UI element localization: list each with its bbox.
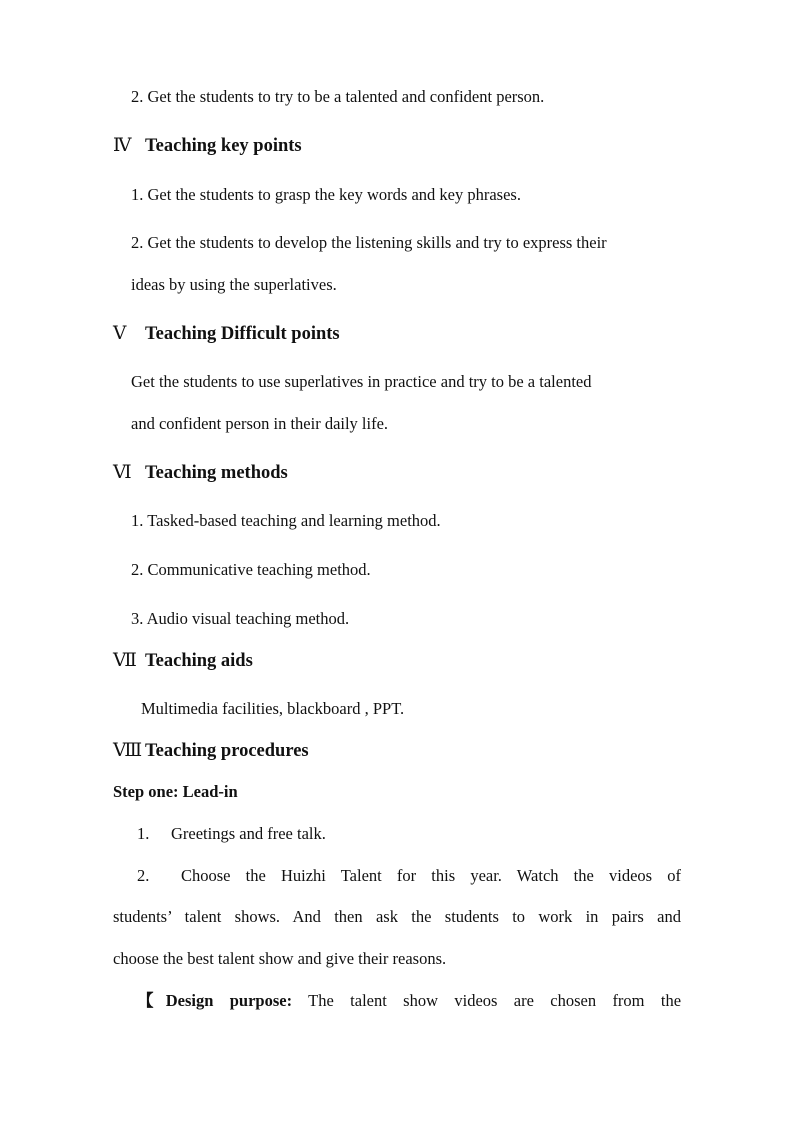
roman-numeral: Ⅴ [113, 324, 127, 344]
section-heading-methods [113, 461, 288, 485]
method-item-3: 3. Audio visual teaching method. [131, 609, 350, 628]
design-purpose-line [137, 990, 681, 1012]
section-title: Teaching aids [145, 651, 253, 671]
section-heading-procedures [113, 739, 309, 763]
method-item-1: 1. Tasked-based teaching and learning method. [131, 511, 441, 530]
section-heading-aids [113, 649, 253, 673]
item-text: Choose the Huizhi Talent for this year. Watch the videos of [181, 866, 681, 885]
key-point-item-2-cont: ideas by using the superlatives. [131, 275, 337, 294]
design-purpose-text: The talent show videos are chosen from the [308, 991, 682, 1010]
aids-text: Multimedia facilities, blackboard , PPT. [141, 699, 405, 718]
key-point-item-1: 1. Get the students to grasp the key words and key phrases. [131, 185, 521, 204]
roman-numeral: Ⅵ [113, 463, 132, 483]
method-item-2: 2. Communicative teaching method. [131, 560, 371, 579]
lead-in-item-1 [137, 823, 326, 845]
lead-in-item-2-line-1 [137, 865, 681, 887]
section-title: Teaching methods [145, 463, 288, 483]
roman-numeral: Ⅷ [113, 741, 143, 761]
section-title: Teaching procedures [145, 741, 309, 761]
design-purpose-label: Design purpose: [165, 991, 293, 1010]
item-number: 1. [137, 824, 150, 843]
step-one-heading: Step one: Lead-in [113, 782, 238, 801]
difficult-point-line-1: Get the students to use superlatives in practice and try to be a talented [131, 372, 592, 391]
roman-numeral: Ⅳ [113, 136, 132, 156]
section-heading-key-points [113, 134, 302, 158]
design-bracket: 【 [137, 991, 166, 1010]
lead-in-item-2-line-2: students’ talent shows. And then ask the students to work in pairs and [113, 907, 681, 926]
section-heading-difficult-points [113, 322, 340, 346]
item-number: 2. [137, 866, 150, 885]
section-title: Teaching Difficult points [145, 324, 340, 344]
roman-numeral: Ⅶ [113, 651, 137, 671]
section-title: Teaching key points [145, 136, 302, 156]
difficult-point-line-2: and confident person in their daily life. [131, 414, 389, 433]
lead-in-item-2-line-3: choose the best talent show and give their reasons. [113, 949, 447, 968]
objective-item-2: 2. Get the students to try to be a talented and confident person. [131, 87, 545, 106]
item-text: Greetings and free talk. [171, 824, 326, 843]
key-point-item-2: 2. Get the students to develop the listening skills and try to express their [131, 233, 607, 252]
